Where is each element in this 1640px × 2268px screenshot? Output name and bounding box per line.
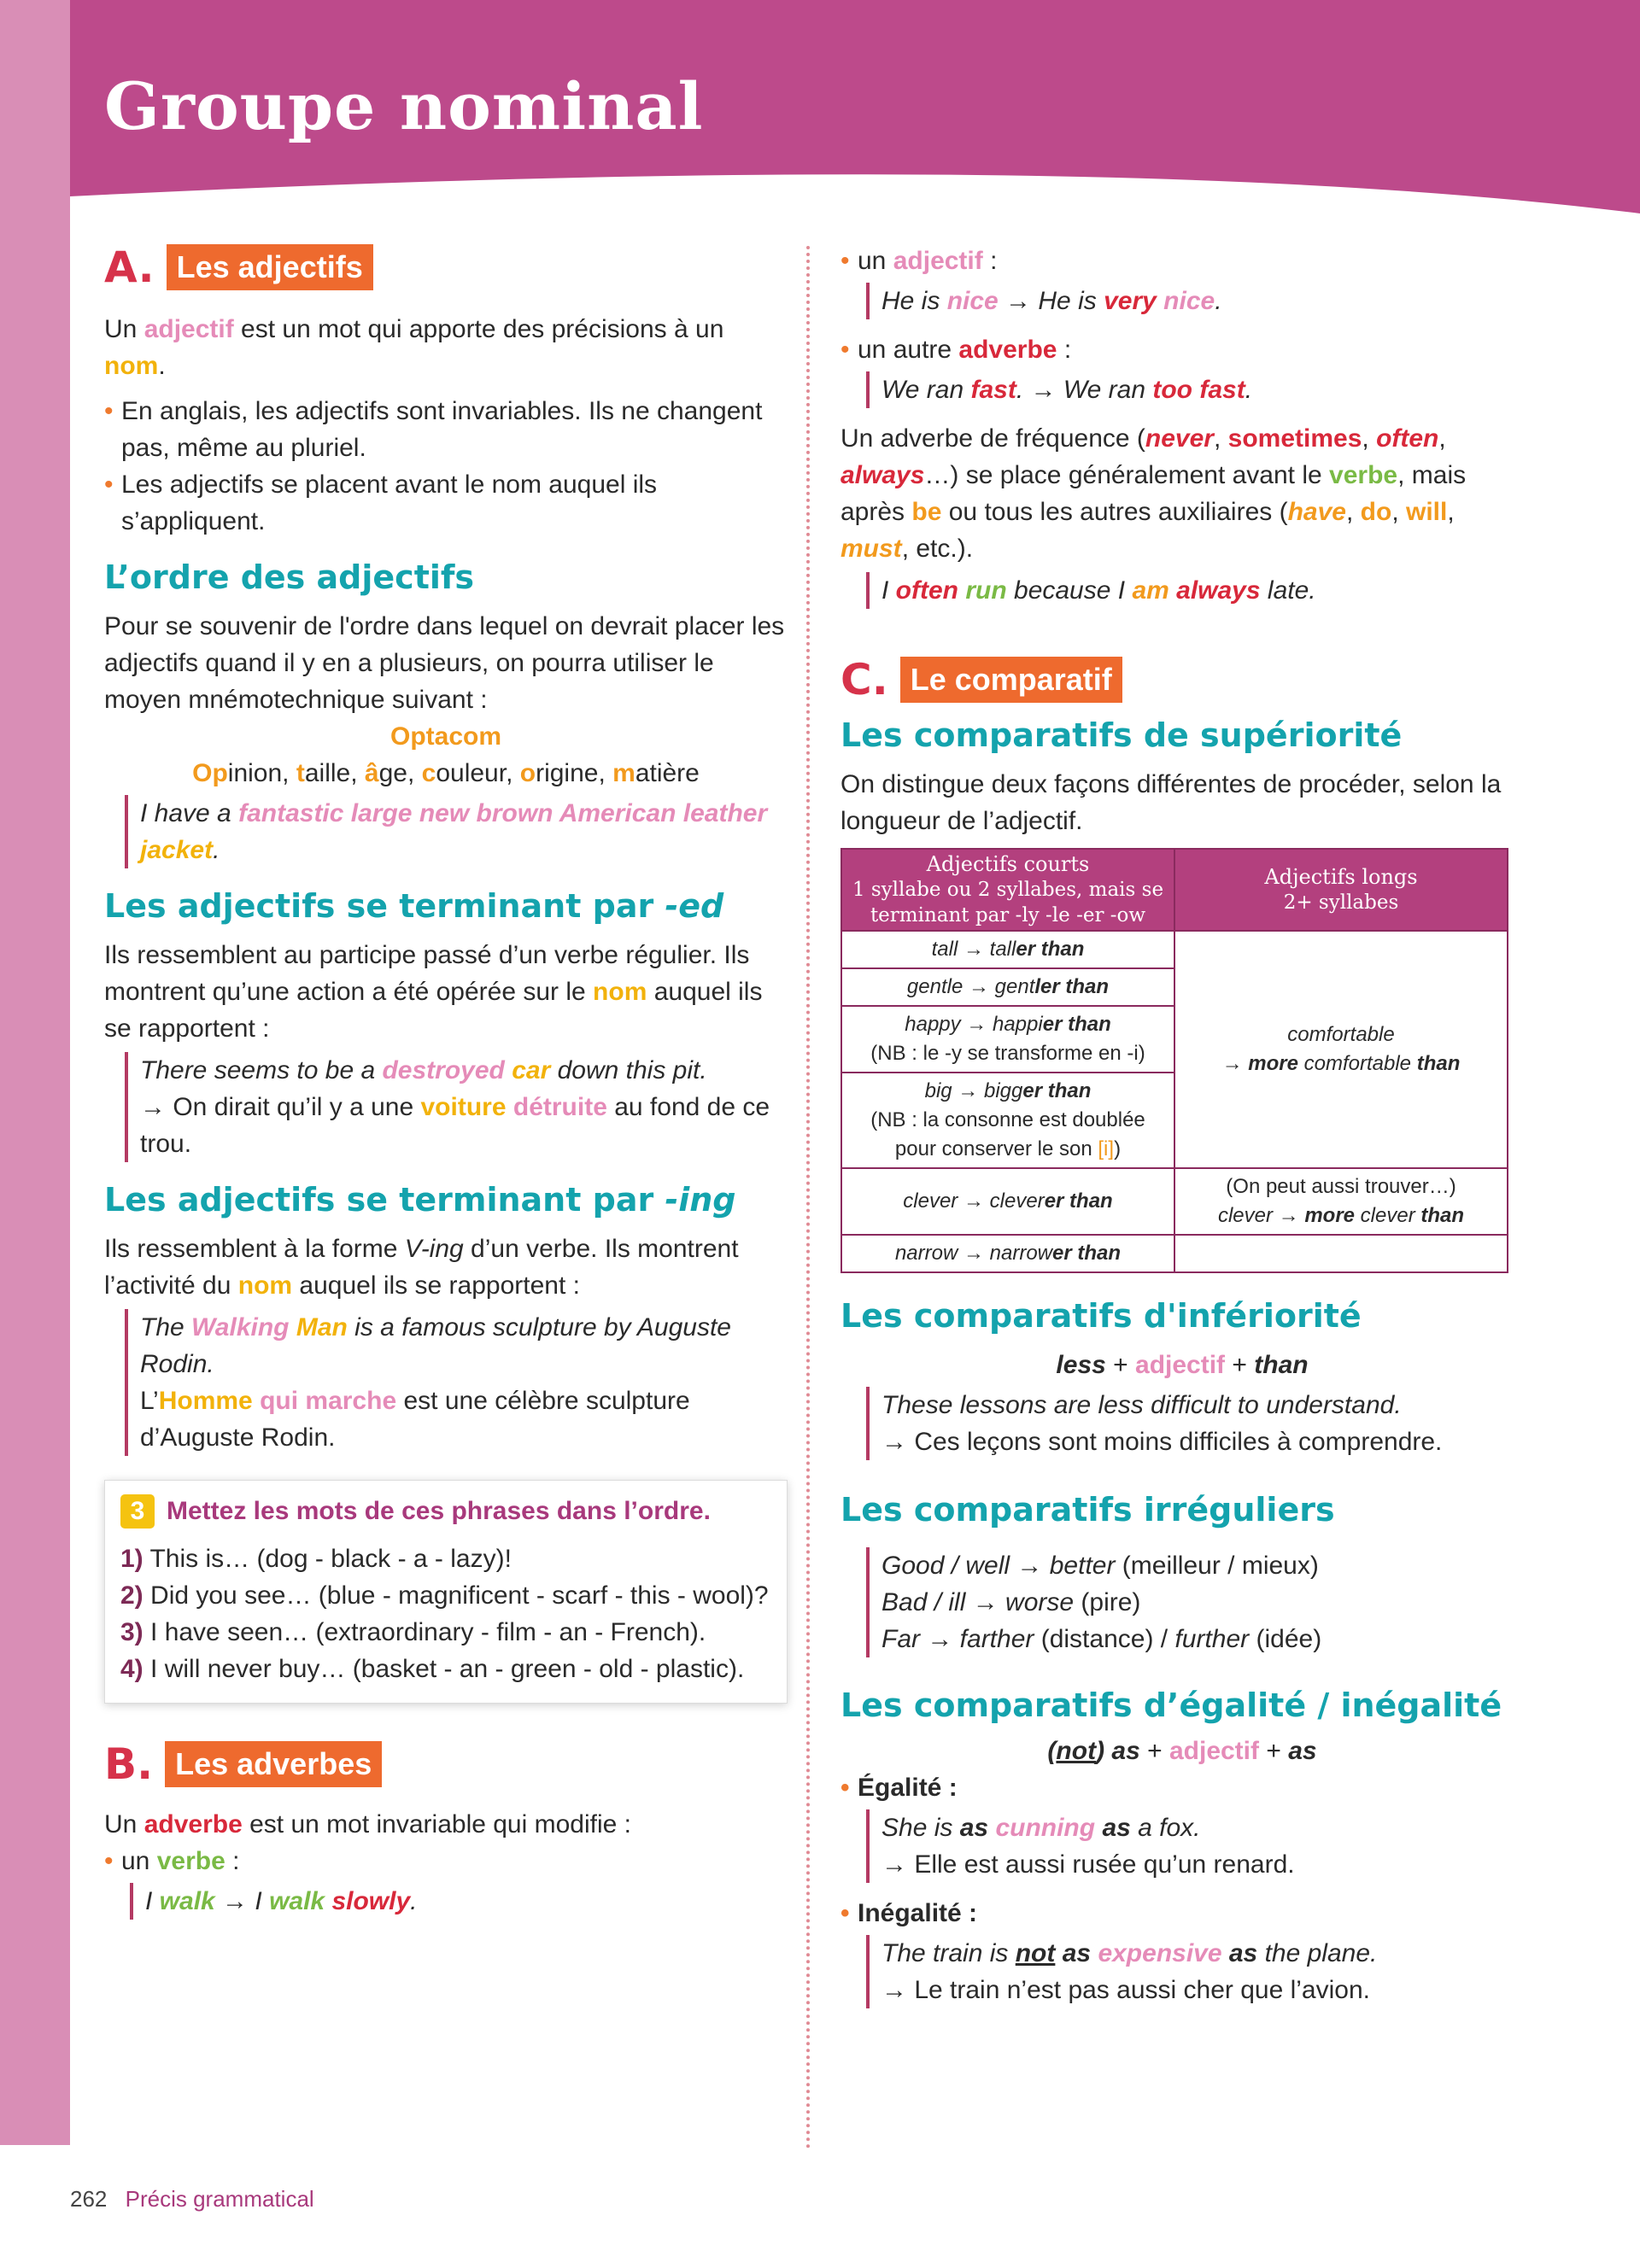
exercise-item: 3) I have seen… (extraordinary - film - an - French).	[120, 1618, 706, 1646]
bullet-invariable: • En anglais, les adjectifs sont invariables. Ils ne changent pas, même au pluriel.	[104, 393, 788, 466]
inequality-example-fr: → Le train n’est pas aussi cher que l’avion.	[882, 1976, 1370, 2004]
cell-narrow: narrow → narrower than	[841, 1235, 1174, 1272]
page-footer	[70, 2186, 314, 2212]
cell-tall: tall → taller than	[841, 931, 1174, 968]
verb-example: I walk → I walk slowly.	[130, 1883, 788, 1920]
table-header-row	[841, 849, 1508, 931]
bullet-other-adverb: • un autre adverbe :	[840, 331, 1524, 368]
ed-example-fr: → On dirait qu’il y a une voiture détruite au fond de ce trou.	[140, 1093, 770, 1158]
acronym: Optacom	[390, 722, 502, 751]
section-b-title	[104, 1739, 788, 1789]
frequency-text: Un adverbe de fréquence (never, sometimes, often, always…) se place généralement avant le verbe, mais après be ou tous les autres auxiliaires (have, do, will, must, etc.).	[840, 424, 1467, 563]
header-short-adjectives: Adjectifs courts 1 syllabe ou 2 syllabes, mais se terminant par -ly -le -er -ow	[841, 849, 1174, 931]
inferiority-example-fr: → Ces leçons sont moins difficiles à comprendre.	[882, 1428, 1443, 1456]
cell-big: big → bigger than (NB : la consonne est doublée pour conserver le son [i])	[841, 1073, 1174, 1168]
table-row	[841, 1235, 1508, 1272]
inequality-example-en: The train is not as expensive as the plane.	[882, 1939, 1378, 1967]
cell-gentle: gentle → gentler than	[841, 968, 1174, 1006]
inferiority-example-en: These lessons are less difficult to understand.	[882, 1391, 1402, 1419]
equality-example	[866, 1809, 1524, 1883]
left-column	[104, 243, 788, 1920]
section-letter: A.	[104, 243, 155, 292]
section-letter: B.	[104, 1739, 154, 1789]
ing-example	[125, 1309, 788, 1456]
adverb-definition: Un adverbe est un mot invariable qui modifie :	[104, 1810, 631, 1838]
ed-example-en: There seems to be a destroyed car down this pit.	[140, 1056, 707, 1084]
heading-ing: Les adjectifs se terminant par -ing	[104, 1181, 736, 1219]
adjective-example: He is nice → He is very nice.	[866, 283, 1524, 319]
adjective-definition: Un adjectif est un mot qui apporte des précisions à un nom.	[104, 315, 724, 380]
page-number: 262	[70, 2186, 108, 2212]
irregular-line: Far → farther (distance) / further (idée)	[882, 1625, 1322, 1653]
irregular-line: Bad / ill → worse (pire)	[882, 1588, 1141, 1616]
cell-clever: clever → cleverer than	[841, 1168, 1174, 1235]
exercise-items	[120, 1540, 771, 1687]
right-column	[840, 243, 1524, 2008]
footer-label: Précis grammatical	[125, 2186, 314, 2212]
heading-order: L’ordre des adjectifs	[104, 558, 475, 596]
ing-text: Ils ressemblent à la forme V-ing d’un verbe. Ils montrent l’activité du nom auquel ils se rapportent :	[104, 1235, 739, 1300]
heading-equality: Les comparatifs d’égalité / inégalité	[840, 1686, 1502, 1724]
ed-text: Ils ressemblent au participe passé d’un verbe régulier. Ils montrent qu’une action a été opérée sur le nom auquel ils se rapportent :	[104, 941, 763, 1043]
equality-formula: (not) as + adjectif + as	[1047, 1737, 1317, 1765]
section-label: Les adverbes	[165, 1741, 382, 1787]
bullet-equality: • Égalité :	[840, 1769, 1524, 1806]
section-label: Les adjectifs	[167, 244, 373, 290]
cell-comfortable: comfortable → more comfortable than	[1174, 931, 1508, 1168]
ing-example-en: The Walking Man is a famous sculpture by Auguste Rodin.	[140, 1313, 731, 1378]
heading-inferiority: Les comparatifs d'infériorité	[840, 1297, 1362, 1335]
exercise-box	[104, 1480, 788, 1704]
adverb-example: We ran fast. → We ran too fast.	[866, 371, 1524, 408]
exercise-number: 3	[120, 1494, 155, 1529]
cell-more-clever: (On peut aussi trouver…) clever → more clever than	[1174, 1168, 1508, 1235]
inferiority-example	[866, 1387, 1524, 1460]
comparative-table	[840, 848, 1508, 1273]
mnemonic: Opinion, taille, âge, couleur, origine, matière	[192, 759, 700, 787]
left-sidebar-band	[0, 0, 70, 2145]
heading-superiority: Les comparatifs de supériorité	[840, 716, 1403, 754]
heading-irregular: Les comparatifs irréguliers	[840, 1491, 1335, 1529]
page-title: Groupe nominal	[104, 68, 704, 144]
column-divider	[806, 246, 810, 2150]
order-text: Pour se souvenir de l'ordre dans lequel on devrait placer les adjectifs quand il y en a plusieurs, on pourra utiliser le moyen mnémotechnique suivant :	[104, 612, 785, 714]
equality-example-en: She is as cunning as a fox.	[882, 1814, 1201, 1842]
order-example: I have a fantastic large new brown American leather jacket.	[125, 795, 788, 868]
bullet-position: • Les adjectifs se placent avant le nom auquel ils s’appliquent.	[104, 466, 788, 540]
irregular-line: Good / well → better (meilleur / mieux)	[882, 1552, 1319, 1580]
table-row	[841, 1168, 1508, 1235]
irregular-list	[866, 1547, 1524, 1657]
exercise-header	[120, 1494, 771, 1529]
equality-example-fr: → Elle est aussi rusée qu’un renard.	[882, 1850, 1295, 1879]
header-long-adjectives: Adjectifs longs 2+ syllabes	[1174, 849, 1508, 931]
superiority-text: On distingue deux façons différentes de procéder, selon la longueur de l’adjectif.	[840, 770, 1502, 835]
exercise-item: 1) This is… (dog - black - a - lazy)!	[120, 1545, 512, 1573]
ing-example-fr: L’Homme qui marche est une célèbre sculpture d’Auguste Rodin.	[140, 1387, 690, 1452]
exercise-item: 4) I will never buy… (basket - an - green - old - plastic).	[120, 1655, 745, 1683]
frequency-example: I often run because I am always late.	[866, 572, 1524, 609]
inferiority-formula: less + adjectif + than	[1056, 1351, 1309, 1379]
exercise-item: 2) Did you see… (blue - magnificent - scarf - this - wool)?	[120, 1581, 769, 1610]
heading-ed: Les adjectifs se terminant par -ed	[104, 887, 724, 925]
cell-happy: happy → happier than (NB : le -y se transforme en -i)	[841, 1006, 1174, 1073]
section-a-title	[104, 243, 788, 292]
section-letter: C.	[840, 655, 888, 704]
inequality-example	[866, 1935, 1524, 2008]
bullet-adjective: • un adjectif :	[840, 243, 1524, 279]
ed-example	[125, 1052, 788, 1162]
section-c-title	[840, 655, 1524, 704]
exercise-instruction: Mettez les mots de ces phrases dans l’ordre.	[167, 1497, 711, 1525]
bullet-inequality: • Inégalité :	[840, 1895, 1524, 1932]
cell-empty	[1174, 1235, 1508, 1272]
section-label: Le comparatif	[900, 657, 1122, 703]
bullet-verb: • un verbe :	[104, 1843, 788, 1879]
table-row	[841, 931, 1508, 968]
